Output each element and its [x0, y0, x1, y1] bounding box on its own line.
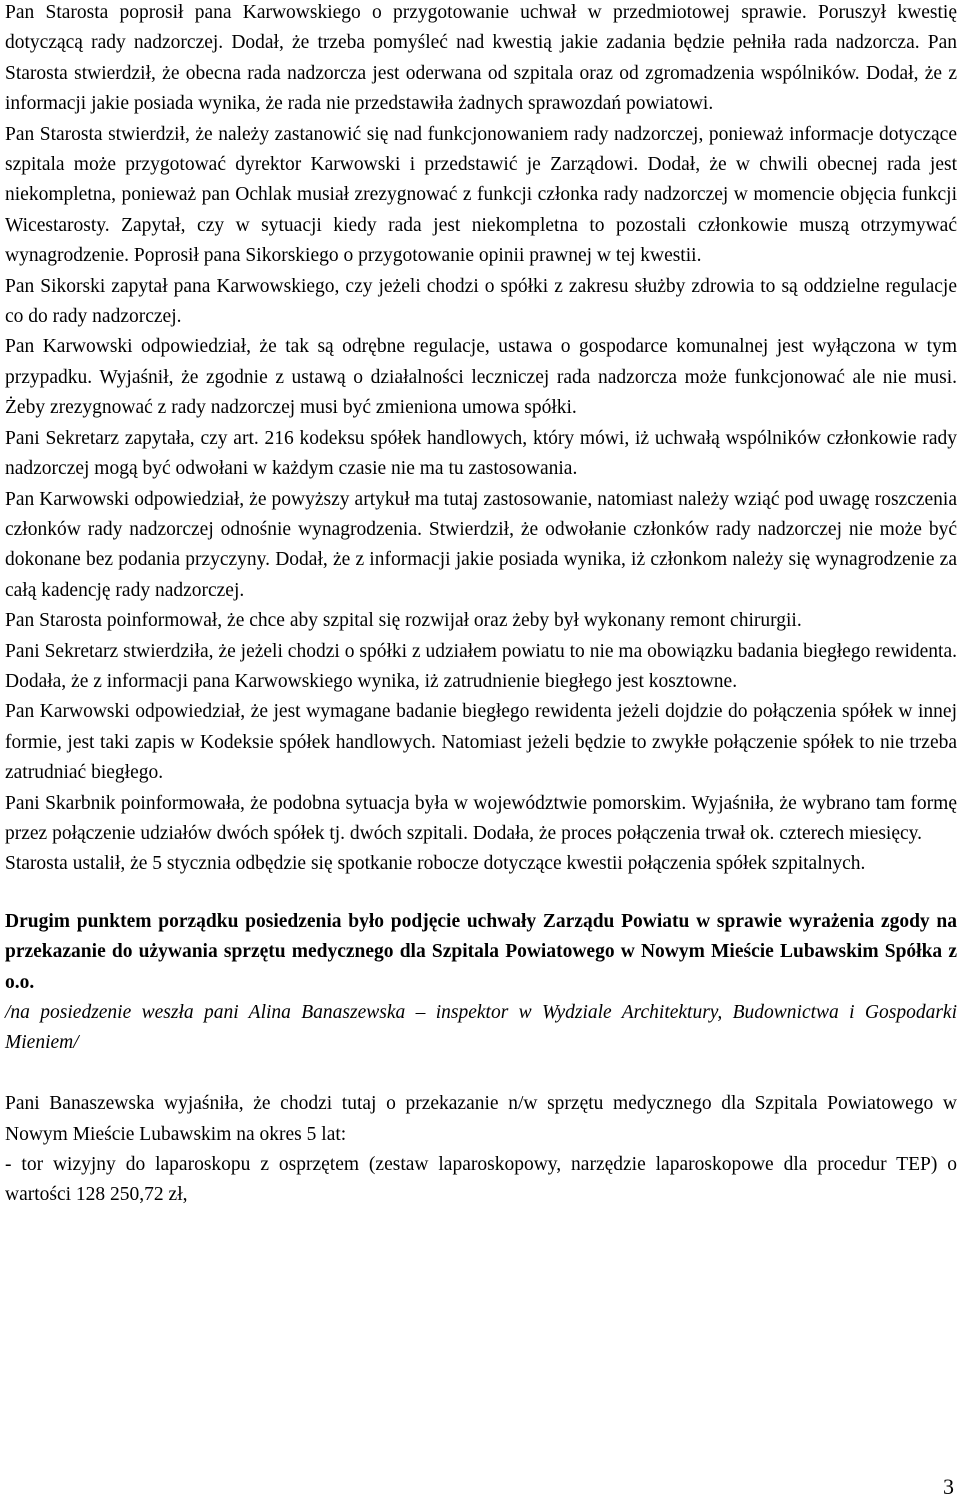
paragraph: Pan Starosta poinformował, że chce aby szpital się rozwijał oraz żeby był wykonany remont chirurgii.: [5, 610, 802, 632]
paragraph: Pan Sikorski zapytał pana Karwowskiego, czy jeżeli chodzi o spółki z zakresu służby zdrowia to są oddzielne regulacje co do rady nadzorczej.: [5, 275, 957, 328]
document-page: [5, 0, 957, 1211]
paragraph: Pani Skarbnik poinformowała, że podobna sytuacja była w województwie pomorskim. Wyjaśniła, że wybrano tam formę przez połączenie udziałów dwóch spółek tj. dwóch szpitali. Dodała, że proces połączenia trwał ok. czterech miesięcy.: [5, 792, 957, 844]
paragraph: Pani Sekretarz stwierdziła, że jeżeli chodzi o spółki z udziałem powiatu to nie ma obowiązku badania biegłego rewidenta. Dodała, że z informacji pana Karwowskiego wynika, iż zatrudnienie biegłego jest kosztowne.: [5, 640, 957, 692]
paragraph: Pan Karwowski odpowiedział, że tak są odrębne regulacje, ustawa o gospodarce komunalnej jest wyłączona w tym przypadku. Wyjaśnił, że zgodnie z ustawą o działalności leczniczej rada nadzorcza może funkcjonować ale nie musi. Żeby zrezygnować z rady nadzorczej musi być zmieniona umowa spółki.: [5, 336, 957, 419]
paragraph: Pani Banaszewska wyjaśniła, że chodzi tutaj o przekazanie n/w sprzętu medycznego dla Szpitala Powiatowego w Nowym Mieście Lubawskim na okres 5 lat:: [5, 1093, 957, 1145]
list-item: - tor wizyjny do laparoskopu z osprzętem (zestaw laparoskopowy, narzędzie laparoskopowe dla procedur TEP) o wartości 128 250,72 zł,: [5, 1154, 957, 1206]
paragraph: Starosta ustalił, że 5 stycznia odbędzie się spotkanie robocze dotyczące kwestii połączenia spółek szpitalnych.: [5, 853, 866, 875]
attendance-note: /na posiedzenie weszła pani Alina Banaszewska – inspektor w Wydziale Architektury, Budownictwa i Gospodarki Mieniem/: [5, 1002, 957, 1054]
blank-line: [5, 1059, 957, 1089]
paragraph: Pan Karwowski odpowiedział, że powyższy artykuł ma tutaj zastosowanie, natomiast należy wziąć pod uwagę roszczenia członków rady nadzorczej odnośnie wynagrodzenia. Stwierdził, że odwołanie członków rady nadzorczej nie może być dokonane bez podania przyczyny. Dodał, że z informacji jakie posiada wynika, iż członkom należy się wynagrodzenie za całą kadencję rady nadzorczej.: [5, 488, 957, 601]
paragraph: Pan Starosta stwierdził, że należy zastanowić się nad funkcjonowaniem rady nadzorczej, ponieważ informacje dotyczące szpitala może przygotować dyrektor Karwowski i przedstawić je Zarządowi. Dodał, że w chwili obecnej rada jest niekompletna, ponieważ pan Ochlak musiał zrezygnować z funkcji członka rady nadzorczej w momencie objęcia funkcji Wicestarosty. Zapytał, czy w sytuacji kiedy rada jest niekompletna to pozostali członkowie muszą otrzymywać wynagrodzenie. Poprosił pana Sikorskiego o przygotowanie opinii prawnej w tej kwestii.: [5, 123, 957, 267]
paragraph: Pan Starosta poprosił pana Karwowskiego o przygotowanie uchwał w przedmiotowej sprawie. Poruszył kwestię dotyczącą rady nadzorczej. Dodał, że trzeba pomyśleć nad kwestią jakie zadania będzie pełniła rada nadzorcza. Pan Starosta stwierdził, że obecna rada nadzorcza jest oderwana od szpitala oraz od zgromadzenia wspólników. Dodał, że z informacji jakie posiada wynika, że rada nie przedstawiła żadnych sprawozdań powiatowi.: [5, 2, 957, 115]
paragraph: Pan Karwowski odpowiedział, że jest wymagane badanie biegłego rewidenta jeżeli dojdzie do połączenia spółek w innej formie, jest taki zapis w Kodeksie spółek handlowych. Natomiast jeżeli będzie to zwykłe połączenie spółek to nie trzeba zatrudniać biegłego.: [5, 701, 957, 784]
page-number: 3: [943, 1474, 954, 1499]
paragraph: Pani Sekretarz zapytała, czy art. 216 kodeksu spółek handlowych, który mówi, iż uchwałą wspólników członkowie rady nadzorczej mogą być odwołani w każdym czasie nie ma tu zastosowania.: [5, 427, 957, 480]
blank-line: [5, 880, 957, 907]
agenda-item-heading: Drugim punktem porządku posiedzenia było podjęcie uchwały Zarządu Powiatu w sprawie wyrażenia zgody na przekazanie do używania sprzętu medycznego dla Szpitala Powiatowego w Nowym Mieście Lubawskim Spółka z o.o.: [5, 910, 957, 993]
